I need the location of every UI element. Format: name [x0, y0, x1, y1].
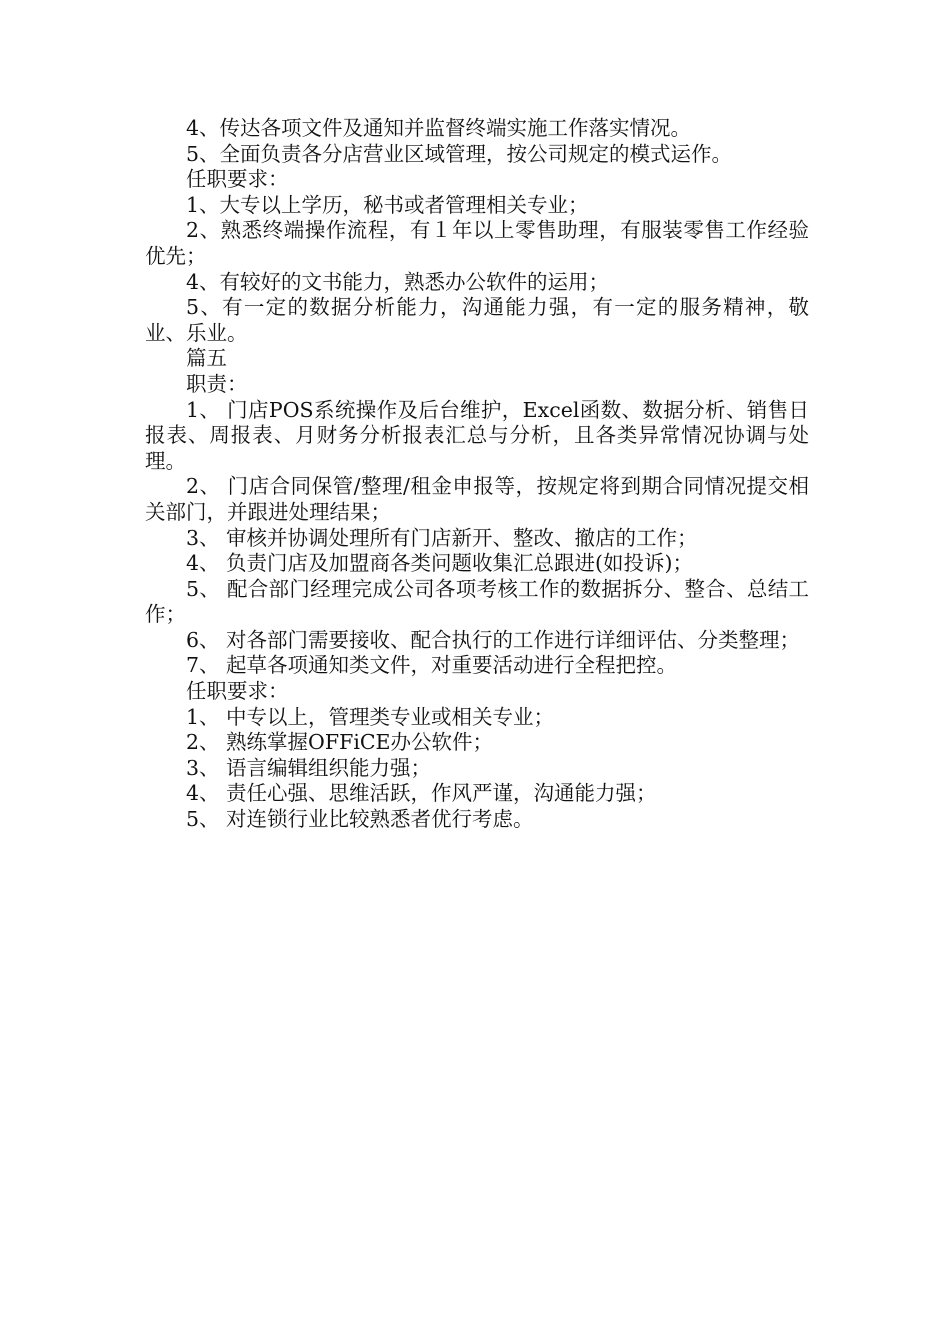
- paragraph: 1、 中专以上，管理类专业或相关专业；: [186, 704, 555, 729]
- section-heading: 职责：: [186, 371, 248, 396]
- section-heading: 任职要求：: [186, 679, 289, 704]
- paragraph: 2、 熟练掌握OFFiCE办公软件；: [186, 730, 494, 755]
- paragraph: 5、 对连锁行业比较熟悉者优行考虑。: [186, 807, 534, 832]
- section-title: 篇五: [186, 346, 227, 371]
- paragraph: 5、有一定的数据分析能力，沟通能力强，有一定的服务精神，敬业、乐业。: [145, 295, 809, 345]
- paragraph: 4、有较好的文书能力，熟悉办公软件的运用；: [186, 269, 610, 294]
- paragraph: 1、大专以上学历，秘书或者管理相关专业；: [186, 192, 589, 217]
- paragraph: 4、 负责门店及加盟商各类问题收集汇总跟进(如投诉)；: [186, 551, 694, 576]
- paragraph: 3、 语言编辑组织能力强；: [186, 755, 432, 780]
- document-body: [145, 116, 809, 833]
- paragraph: 2、熟悉终端操作流程，有１年以上零售助理，有服装零售工作经验优先；: [145, 218, 809, 268]
- paragraph: 5、 配合部门经理完成公司各项考核工作的数据拆分、整合、总结工作；: [145, 576, 809, 627]
- paragraph: 2、 门店合同保管/整理/租金申报等，按规定将到期合同情况提交相关部门，并跟进处理结果；: [145, 474, 809, 524]
- section-heading: 任职要求：: [186, 167, 289, 192]
- paragraph: 3、 审核并协调处理所有门店新开、整改、撤店的工作；: [186, 525, 698, 550]
- paragraph: 1、 门店POS系统操作及后台维护，Excel函数、数据分析、销售日报表、周报表、月财务分析报表汇总与分析，且各类异常情况协调与处理。: [145, 397, 809, 473]
- paragraph: 7、 起草各项通知类文件，对重要活动进行全程把控。: [186, 653, 678, 678]
- paragraph: 6、 对各部门需要接收、配合执行的工作进行详细评估、分类整理；: [186, 627, 801, 652]
- paragraph: 4、 责任心强、思维活跃，作风严谨，沟通能力强；: [186, 781, 657, 806]
- paragraph: 5、全面负责各分店营业区域管理，按公司规定的模式运作。: [186, 141, 733, 166]
- paragraph: 4、传达各项文件及通知并监督终端实施工作落实情况。: [186, 116, 692, 140]
